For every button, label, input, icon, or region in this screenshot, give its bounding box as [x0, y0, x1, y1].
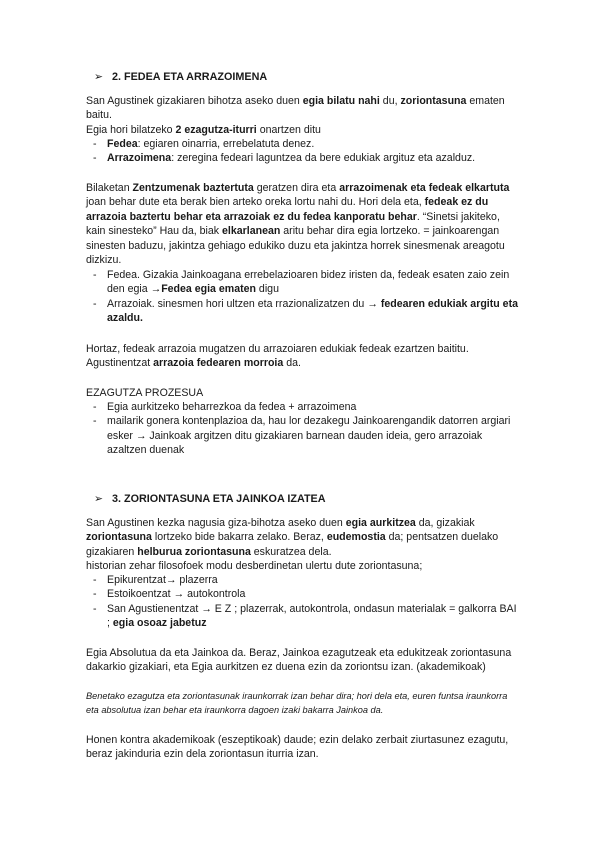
list-item: [86, 137, 522, 151]
s2-sources-list: [86, 137, 522, 166]
list-item-text: [107, 151, 522, 165]
text-run: ematen baitu.: [86, 95, 505, 122]
dash-bullet-icon: -: [93, 269, 97, 281]
text-run: San Agustinen kezka nagusia giza-bihotza aseko duen: [86, 517, 346, 529]
text-run: Arrazoiak. sinesmen hori ultzen eta rrazionalizatzen du →: [107, 297, 381, 310]
dash-bullet-icon: -: [93, 415, 97, 428]
text-run: Egia Absolutua da eta Jainkoa da. Beraz, Jainkoa ezagutzeak eta edukitzeak zoriontasuna dakarkio gizakiari, eta Egia aurkitzen ez duena ezin da zoriontsu izan. (akademikoak): [86, 647, 512, 674]
list-item: [86, 400, 522, 414]
s3-paragraph-1: [86, 516, 522, 559]
bold-text: fedearen edukiak argitu eta azaldu.: [107, 297, 518, 325]
arrow-bullet-icon: ➢: [94, 71, 104, 83]
list-item: [86, 268, 522, 297]
text-run: Bilaketan: [86, 182, 133, 194]
dash-bullet-icon: -: [93, 138, 97, 150]
text-run: mailarik gonera kontenplazioa da, hau lor dezakegu Jainkoarengandik datorren argiari esker → Jainkoak argitzen ditu gizakiaren barnean dauden ideia, gero arrazoiak azaltzen duenak: [107, 415, 511, 457]
bold-text: zoriontasuna: [400, 95, 467, 107]
arrow-bullet-icon: ➢: [94, 493, 104, 505]
bold-text: 2 ezagutza-iturri: [175, 124, 257, 136]
s3-quote: [86, 690, 522, 717]
list-item-text: [107, 400, 522, 414]
s3-paragraph-4: [86, 733, 522, 762]
dash-bullet-icon: -: [93, 297, 97, 310]
ezagutza-list: [86, 400, 522, 458]
s2-faith-reason-list: [86, 268, 522, 326]
text-run: Egia aurkitzeko beharrezkoa da fedea + arrazoimena: [107, 401, 357, 413]
list-item: [86, 587, 522, 601]
list-item-text: [107, 602, 522, 631]
section-3-heading: [94, 492, 530, 506]
text-run: : egiaren oinarria, errebelatuta denez.: [137, 138, 315, 150]
dash-bullet-icon: -: [93, 574, 97, 586]
s2-paragraph-2: [86, 123, 522, 137]
section-2-heading: [94, 70, 530, 84]
text-run: du,: [379, 95, 401, 107]
bold-text: elkarlanean: [222, 225, 281, 238]
s3-philosophers-list: [86, 573, 522, 631]
bold-text: fedeak ez du arrazoia baztertu behar eta arrazoiak ez du fedea kanporatu behar: [86, 196, 489, 223]
text-run: Epikurentzat→ plazerra: [107, 574, 218, 586]
bold-text: Zentzumenak baztertuta: [132, 182, 254, 194]
bold-text: Arrazoimena: [107, 152, 172, 165]
list-item-text: [107, 268, 522, 297]
list-item-text: [107, 587, 522, 601]
s3-paragraph-3: [86, 646, 522, 675]
s2-paragraph-4: [86, 342, 522, 371]
list-item: [86, 151, 522, 165]
list-item-text: [107, 297, 522, 326]
s2-paragraph-3: [86, 181, 522, 267]
dash-bullet-icon: -: [93, 588, 97, 601]
list-item: [86, 414, 522, 457]
s3-paragraph-2: [86, 559, 522, 573]
text-run: da.: [283, 357, 301, 370]
list-item: [86, 297, 522, 326]
dash-bullet-icon: -: [93, 152, 97, 165]
text-run: aritu behar dira egia lortzeko. = jainkoarengan sinesten baduzu, jakintza gehiago edukiko duzu eta jakintza horrek sinesmenak areagotu dizkizu.: [86, 225, 505, 267]
bold-text: egia aurkitzea: [345, 517, 416, 529]
bold-text: arrazoimenak eta fedeak elkartuta: [339, 182, 510, 194]
text-run: da; pentsatzen duelako gizakiaren: [86, 531, 499, 558]
text-run: Hortaz, fedeak arrazoia mugatzen du arrazoiaren edukiak fedeak ezartzen baititu. Agustinentzat: [86, 343, 469, 370]
section-3-title: 3. ZORIONTASUNA ETA JAINKOA IZATEA: [112, 493, 326, 505]
text-run: . “Sinetsi jakiteko, kain sinesteko” Hau da, biak: [86, 210, 500, 238]
text-run: onartzen ditu: [256, 124, 321, 136]
text-run: joan behar dute eta berak bien arteko oreka lortu nahi du. Hori dela eta,: [86, 196, 425, 209]
bold-text: helburua zoriontasuna: [137, 545, 251, 558]
text-run: lortzeko bide bakarra zelako. Beraz,: [151, 531, 327, 544]
s2-paragraph-1: [86, 94, 522, 123]
text-run: Fedea. Gizakia Jainkoagana errebelazioaren bidez iristen da, fedeak esaten zaio zein den egia →: [107, 269, 510, 296]
dash-bullet-icon: -: [93, 401, 97, 413]
list-item-text: [107, 414, 522, 457]
text-run: da, gizakiak: [415, 517, 475, 529]
text-run: Benetako ezagutza eta zoriontasunak iraunkorrak izan behar dira; hori dela eta, euren funtsa iraunkorra eta absolutua izan behar eta iraunkorra dagoen izaki bakarra Jainkoa da.: [86, 691, 508, 715]
text-run: Honen kontra akademikoak (eszeptikoak) daude; ezin delako zerbait ziurtasunez ezagutu, beraz jakinduria ezin dela zoriontasun iturria izan.: [86, 734, 509, 761]
bold-text: egia osoaz jabetuz: [112, 617, 207, 630]
bold-text: zoriontasuna: [86, 531, 152, 544]
text-run: historian zehar filosofoek modu desberdinetan ulertu dute zoriontasuna;: [86, 560, 423, 572]
list-item: [86, 573, 522, 587]
text-run: San Agustinek gizakiaren bihotza aseko duen: [86, 95, 303, 107]
list-item-text: [107, 137, 522, 151]
text-run: digu: [255, 283, 279, 296]
text-run: Egia hori bilatzeko: [86, 124, 176, 136]
text-run: geratzen dira eta: [253, 182, 340, 194]
list-item-text: [107, 573, 522, 587]
bold-text: arrazoia fedearen morroia: [153, 357, 284, 370]
dash-bullet-icon: -: [93, 602, 97, 615]
text-run: eskuratzea dela.: [250, 545, 332, 558]
ezagutza-prozesua-title: EZAGUTZA PROZESUA: [86, 387, 204, 399]
text-run: San Agustienentzat → E Z ; plazerrak, autokontrola, ondasun materialak = galkorra BAI ;: [107, 602, 517, 630]
bold-text: egia bilatu nahi: [302, 95, 380, 107]
text-run: : zeregina fedeari laguntzea da bere edukiak argituz eta azalduz.: [171, 152, 476, 165]
bold-text: Fedea: [107, 138, 138, 150]
text-run: Estoikoentzat → autokontrola: [107, 588, 246, 601]
bold-text: Fedea egia ematen: [161, 283, 256, 296]
section-2-title: 2. FEDEA ETA ARRAZOIMENA: [112, 71, 268, 83]
bold-text: eudemostia: [326, 531, 386, 544]
list-item: [86, 602, 522, 631]
